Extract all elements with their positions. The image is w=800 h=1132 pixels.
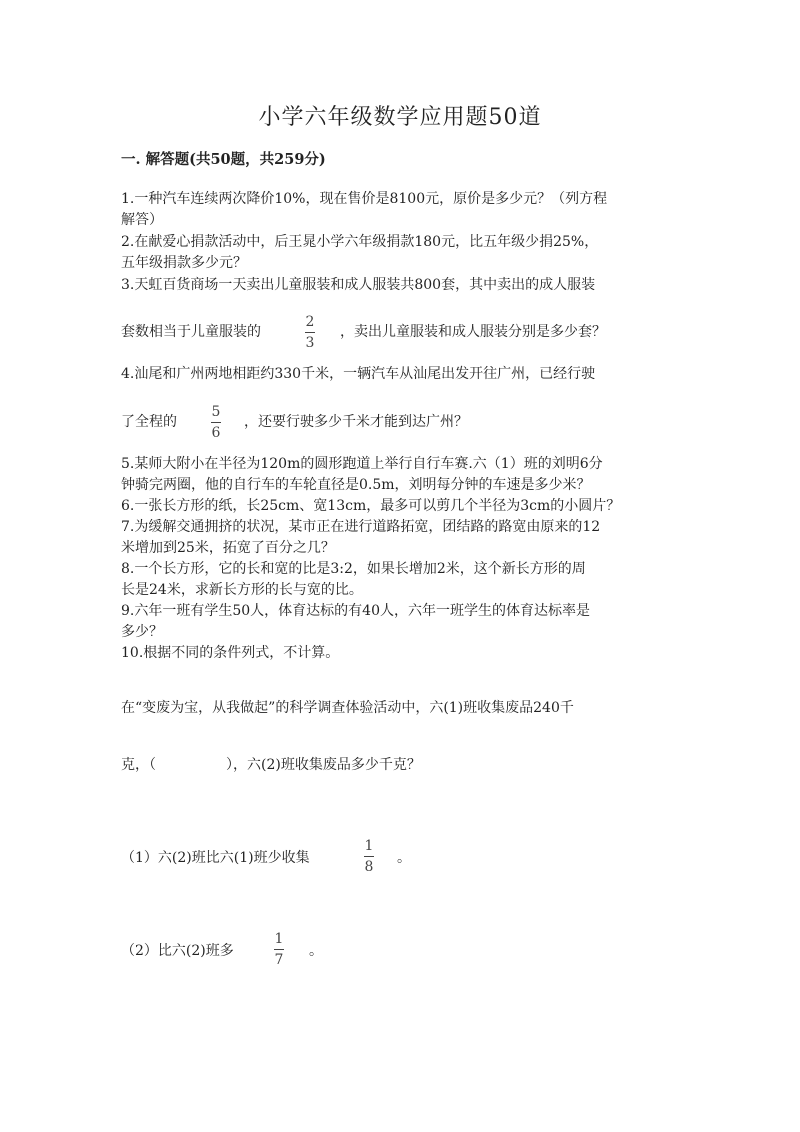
section-heading: 一. 解答题(共50题，共259分) xyxy=(121,151,326,168)
page-title: 小学六年级数学应用题50道 xyxy=(258,105,542,130)
q3-line1: 3.天虹百货商场一天卖出儿童服装和成人服装共800套，其中卖出的成人服装 xyxy=(121,277,596,293)
q4-line1: 4.汕尾和广州两地相距约330千米，一辆汽车从汕尾出发开往广州，已经行驶 xyxy=(121,366,596,382)
q7-line2: 米增加到25米，拓宽了百分之几？ xyxy=(121,540,335,556)
fraction-denominator: 8 xyxy=(364,859,374,875)
q1-line2: 解答） xyxy=(121,212,163,228)
q4-line2-post: ，还要行驶多少千米才能到达广州？ xyxy=(244,414,468,430)
q9-line1: 9.六年一班有学生50人，体育达标的有40人，六年一班学生的体育达标率是 xyxy=(121,603,590,619)
q10-line: 10.根据不同的条件列式，不计算。 xyxy=(121,645,340,661)
q10-condition1-post: 。 xyxy=(397,850,411,866)
q2-line2: 五年级捐款多少元？ xyxy=(121,255,247,271)
fraction-q3 xyxy=(305,314,315,351)
q7-line1: 7.为缓解交通拥挤的状况，某市正在进行道路拓宽，团结路的路宽由原来的12 xyxy=(121,519,601,535)
q5-line2: 钟骑完两圈，他的自行车的车轮直径是0.5m，刘明每分钟的车速是多少米？ xyxy=(121,477,591,493)
fraction-bar xyxy=(274,949,284,950)
fraction-bar xyxy=(211,422,221,423)
q1-line1: 1.一种汽车连续两次降价10%，现在售价是8100元，原价是多少元？（列方程 xyxy=(121,191,608,207)
fraction-bar xyxy=(364,856,374,857)
fraction-numerator: 5 xyxy=(211,404,221,420)
q4-line2-pre: 了全程的 xyxy=(121,414,177,430)
q8-line1: 8.一个长方形，它的长和宽的比是3:2，如果长增加2米，这个新长方形的周 xyxy=(121,561,586,577)
fraction-condition2 xyxy=(274,931,284,968)
q10-paragraph-line1: 在“变废为宝，从我做起”的科学调查体验活动中，六(1)班收集废品240千 xyxy=(121,700,574,716)
q8-line2: 长是24米，求新长方形的长与宽的比。 xyxy=(121,582,363,598)
fraction-numerator: 2 xyxy=(305,314,315,330)
fraction-bar xyxy=(305,332,315,333)
fraction-denominator: 6 xyxy=(211,425,221,441)
q10-condition1-pre: （1）六(2)班比六(1)班少收集 xyxy=(121,850,310,866)
q6-line: 6.一张长方形的纸，长25cm、宽13cm，最多可以剪几个半径为3cm的小圆片？ xyxy=(121,498,621,514)
q3-line2-post: ，卖出儿童服装和成人服装分别是多少套？ xyxy=(340,324,606,340)
q10-condition2-post: 。 xyxy=(309,943,323,959)
q5-line1: 5.某师大附小在半径为120m的圆形跑道上举行自行车赛.六（1）班的刘明6分 xyxy=(121,456,603,472)
q10-paragraph-line2: 克，（ ），六(2)班收集废品多少千克？ xyxy=(121,757,421,773)
fraction-q4 xyxy=(211,404,221,441)
q9-line2: 多少？ xyxy=(121,624,163,640)
fraction-numerator: 1 xyxy=(274,931,284,947)
fraction-condition1 xyxy=(364,838,374,875)
q10-condition2-pre: （2）比六(2)班多 xyxy=(121,943,234,959)
fraction-denominator: 3 xyxy=(305,335,315,351)
q2-line1: 2.在献爱心捐款活动中，后王晁小学六年级捐款180元，比五年级少捐25%， xyxy=(121,234,599,250)
fraction-denominator: 7 xyxy=(274,952,284,968)
fraction-numerator: 1 xyxy=(364,838,374,854)
q3-line2-pre: 套数相当于儿童服装的 xyxy=(121,324,261,340)
